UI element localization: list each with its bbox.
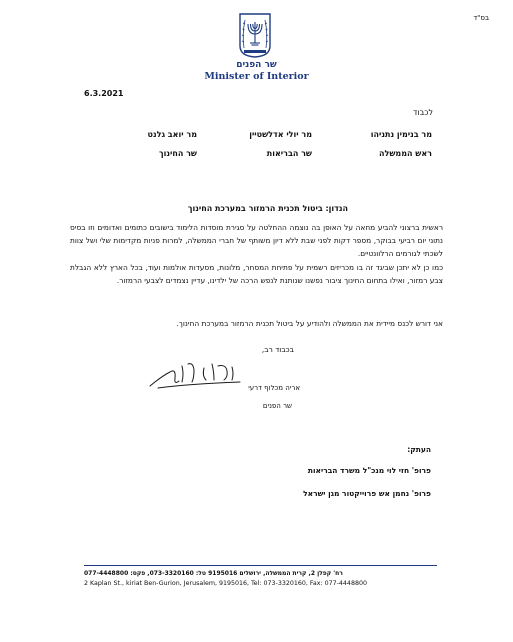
signer-title: שר הפנים: [262, 402, 292, 410]
closing-regards: בכבוד רב,: [261, 345, 294, 354]
cc-item: פרופ' חזי לוי מנכ"ל משרד הבריאות: [307, 466, 431, 475]
recipient-name: מר בנימין נתניהו: [370, 130, 432, 139]
body-paragraph-3: אני דורש לכנס מיידית את הממשלה ולהודיע על ביטול תכנית הרמזור במערכת החינוך.: [176, 319, 443, 328]
salutation: לכבוד: [413, 108, 433, 117]
cc-item: פרופ' נחמן אש פרוייקטור מגן ישראל: [303, 489, 431, 498]
footer-divider: [84, 565, 437, 566]
ministry-name-english: Minister of Interior: [204, 71, 309, 82]
recipient-name: מר יולי אדלשטיין: [249, 130, 312, 139]
state-emblem-icon: [236, 12, 274, 58]
recipient-3: [148, 130, 197, 158]
footer-address-english: 2 Kaplan St., kiriat Ben-Gurion, Jerusalem, 9195016, Tel: 073-3320160, Fax: 077-4448800: [84, 580, 367, 587]
cc-label: העתק:: [407, 445, 431, 454]
ministry-name-hebrew: שר הפנים: [236, 60, 277, 70]
letter-date: 6.3.2021: [84, 89, 124, 98]
bsd-mark: בס"ד: [473, 14, 489, 22]
recipient-1: [371, 130, 432, 158]
body-paragraph-1: ראשית ברצוני להביע מחאה על האופן בה נוצמה ההחלטה על סגירת מוסדות הלימוד בישובים כתומים ואדומים וזו בסיס נתוני יום רביעי בבוקר, מספר דקות לפני שבת ללא דיון משותף של חברי הממשלה, למרות פניות מקדימות שלי ושל צוות לשכתי לגורמים הרלוונטיים.: [70, 223, 443, 258]
body-paragraph-2: כמו כן לא יתכן שביגד זה בו מכריזים רשמית על פתיחת המסחר, מלונות, מסעדות אולמות ועוד, בכל הארץ ללא הגבלת צבע רמזור, ואילו בתחום החינוך ציבור נפשנו שנותנת לנפש הרכה של ילדינו, עדיין נצמדים לצבעי הרמזור.: [70, 263, 443, 285]
recipient-role: שר החינוך: [158, 149, 197, 158]
footer-address-hebrew: רח' קפלן 2, קרית הממשלה, ירושלים 9195016 טל: 073-3320160, פקס: 077-4448800: [84, 570, 343, 577]
recipient-2: [249, 130, 312, 158]
handwritten-signature-icon: [148, 358, 244, 390]
recipient-role: ראש הממשלה: [379, 149, 432, 158]
signer-name: אריה מכלוף דרעי: [248, 384, 300, 392]
subject-line: הנדון: ביטול תכנית הרמזור במערכת החינוך: [187, 204, 348, 213]
recipient-role: שר הבריאות: [266, 149, 312, 158]
recipient-name: מר יואב גלנט: [147, 130, 197, 139]
